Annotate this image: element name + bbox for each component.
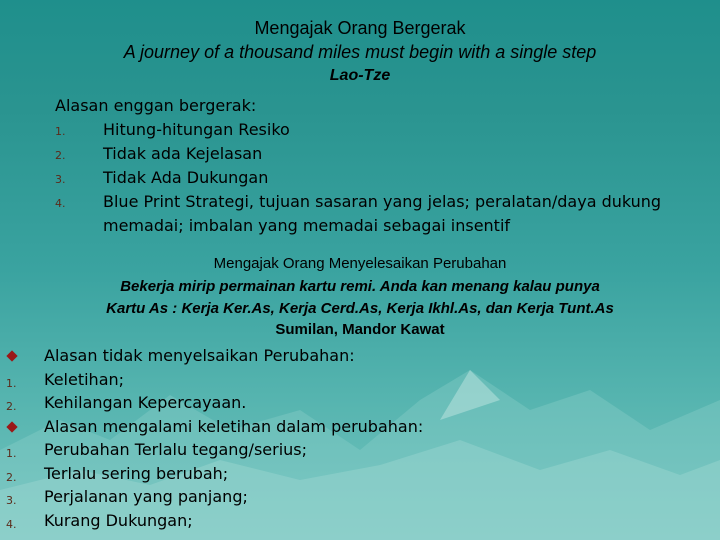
section-quote-author: Sumilan, Mandor Kawat bbox=[275, 321, 445, 338]
item-text: Keletihan; bbox=[44, 369, 125, 389]
intro-text: Alasan enggan bergerak: bbox=[55, 96, 257, 115]
item-text: Alasan tidak menyelsaikan Perubahan: bbox=[44, 346, 355, 365]
list-item bbox=[55, 190, 683, 238]
list-item bbox=[55, 142, 683, 166]
item-number: 3. bbox=[6, 494, 17, 507]
item-number: 2. bbox=[55, 149, 66, 162]
item-number: 1. bbox=[55, 125, 66, 138]
item-number: 2. bbox=[6, 470, 17, 484]
item-text: Kehilangan Kepercayaan. bbox=[44, 393, 247, 412]
diamond-bullet-icon bbox=[6, 350, 17, 361]
slide-title: Mengajak Orang Bergerak bbox=[254, 18, 466, 38]
item-number: 3. bbox=[55, 173, 66, 186]
item-text: Kurang Dukungan; bbox=[44, 510, 193, 530]
item-text: Tidak Ada Dukungan bbox=[103, 168, 269, 187]
item-number: 4. bbox=[6, 517, 17, 531]
item-number: 1. bbox=[6, 447, 17, 460]
quote-text: A journey of a thousand miles must begin with a single step bbox=[123, 42, 597, 62]
item-text: Perjalanan yang panjang; bbox=[44, 487, 248, 506]
item-text: Hitung-hitungan Resiko bbox=[103, 120, 290, 139]
item-text: Terlalu sering berubah; bbox=[44, 463, 229, 483]
section-quote-line: Kartu As : Kerja Ker.As, Kerja Cerd.As, Kerja Ikhl.As, dan Kerja Tunt.As bbox=[106, 300, 614, 317]
section-title: Mengajak Orang Menyelesaikan Perubahan bbox=[213, 255, 507, 272]
list-item bbox=[55, 166, 683, 190]
item-text: Blue Print Strategi, tujuan sasaran yang jelas; peralatan/daya dukung memadai; imbalan yang memadai sebagai insentif bbox=[103, 192, 662, 235]
item-text: Perubahan Terlalu tegang/serius; bbox=[44, 440, 308, 459]
item-number: 1. bbox=[6, 376, 17, 390]
item-text: Alasan mengalami keletihan dalam perubahan: bbox=[44, 416, 424, 436]
list-item bbox=[55, 118, 683, 142]
item-number: 2. bbox=[6, 400, 17, 413]
list-intro bbox=[55, 94, 683, 118]
reasons-list bbox=[55, 94, 683, 238]
item-text: Tidak ada Kejelasan bbox=[103, 144, 263, 163]
section-quote-line: Bekerja mirip permainan kartu remi. Anda kan menang kalau punya bbox=[120, 278, 600, 295]
item-number: 4. bbox=[55, 197, 66, 210]
quote-author: Lao-Tze bbox=[329, 67, 391, 84]
diamond-bullet-icon bbox=[6, 421, 17, 432]
